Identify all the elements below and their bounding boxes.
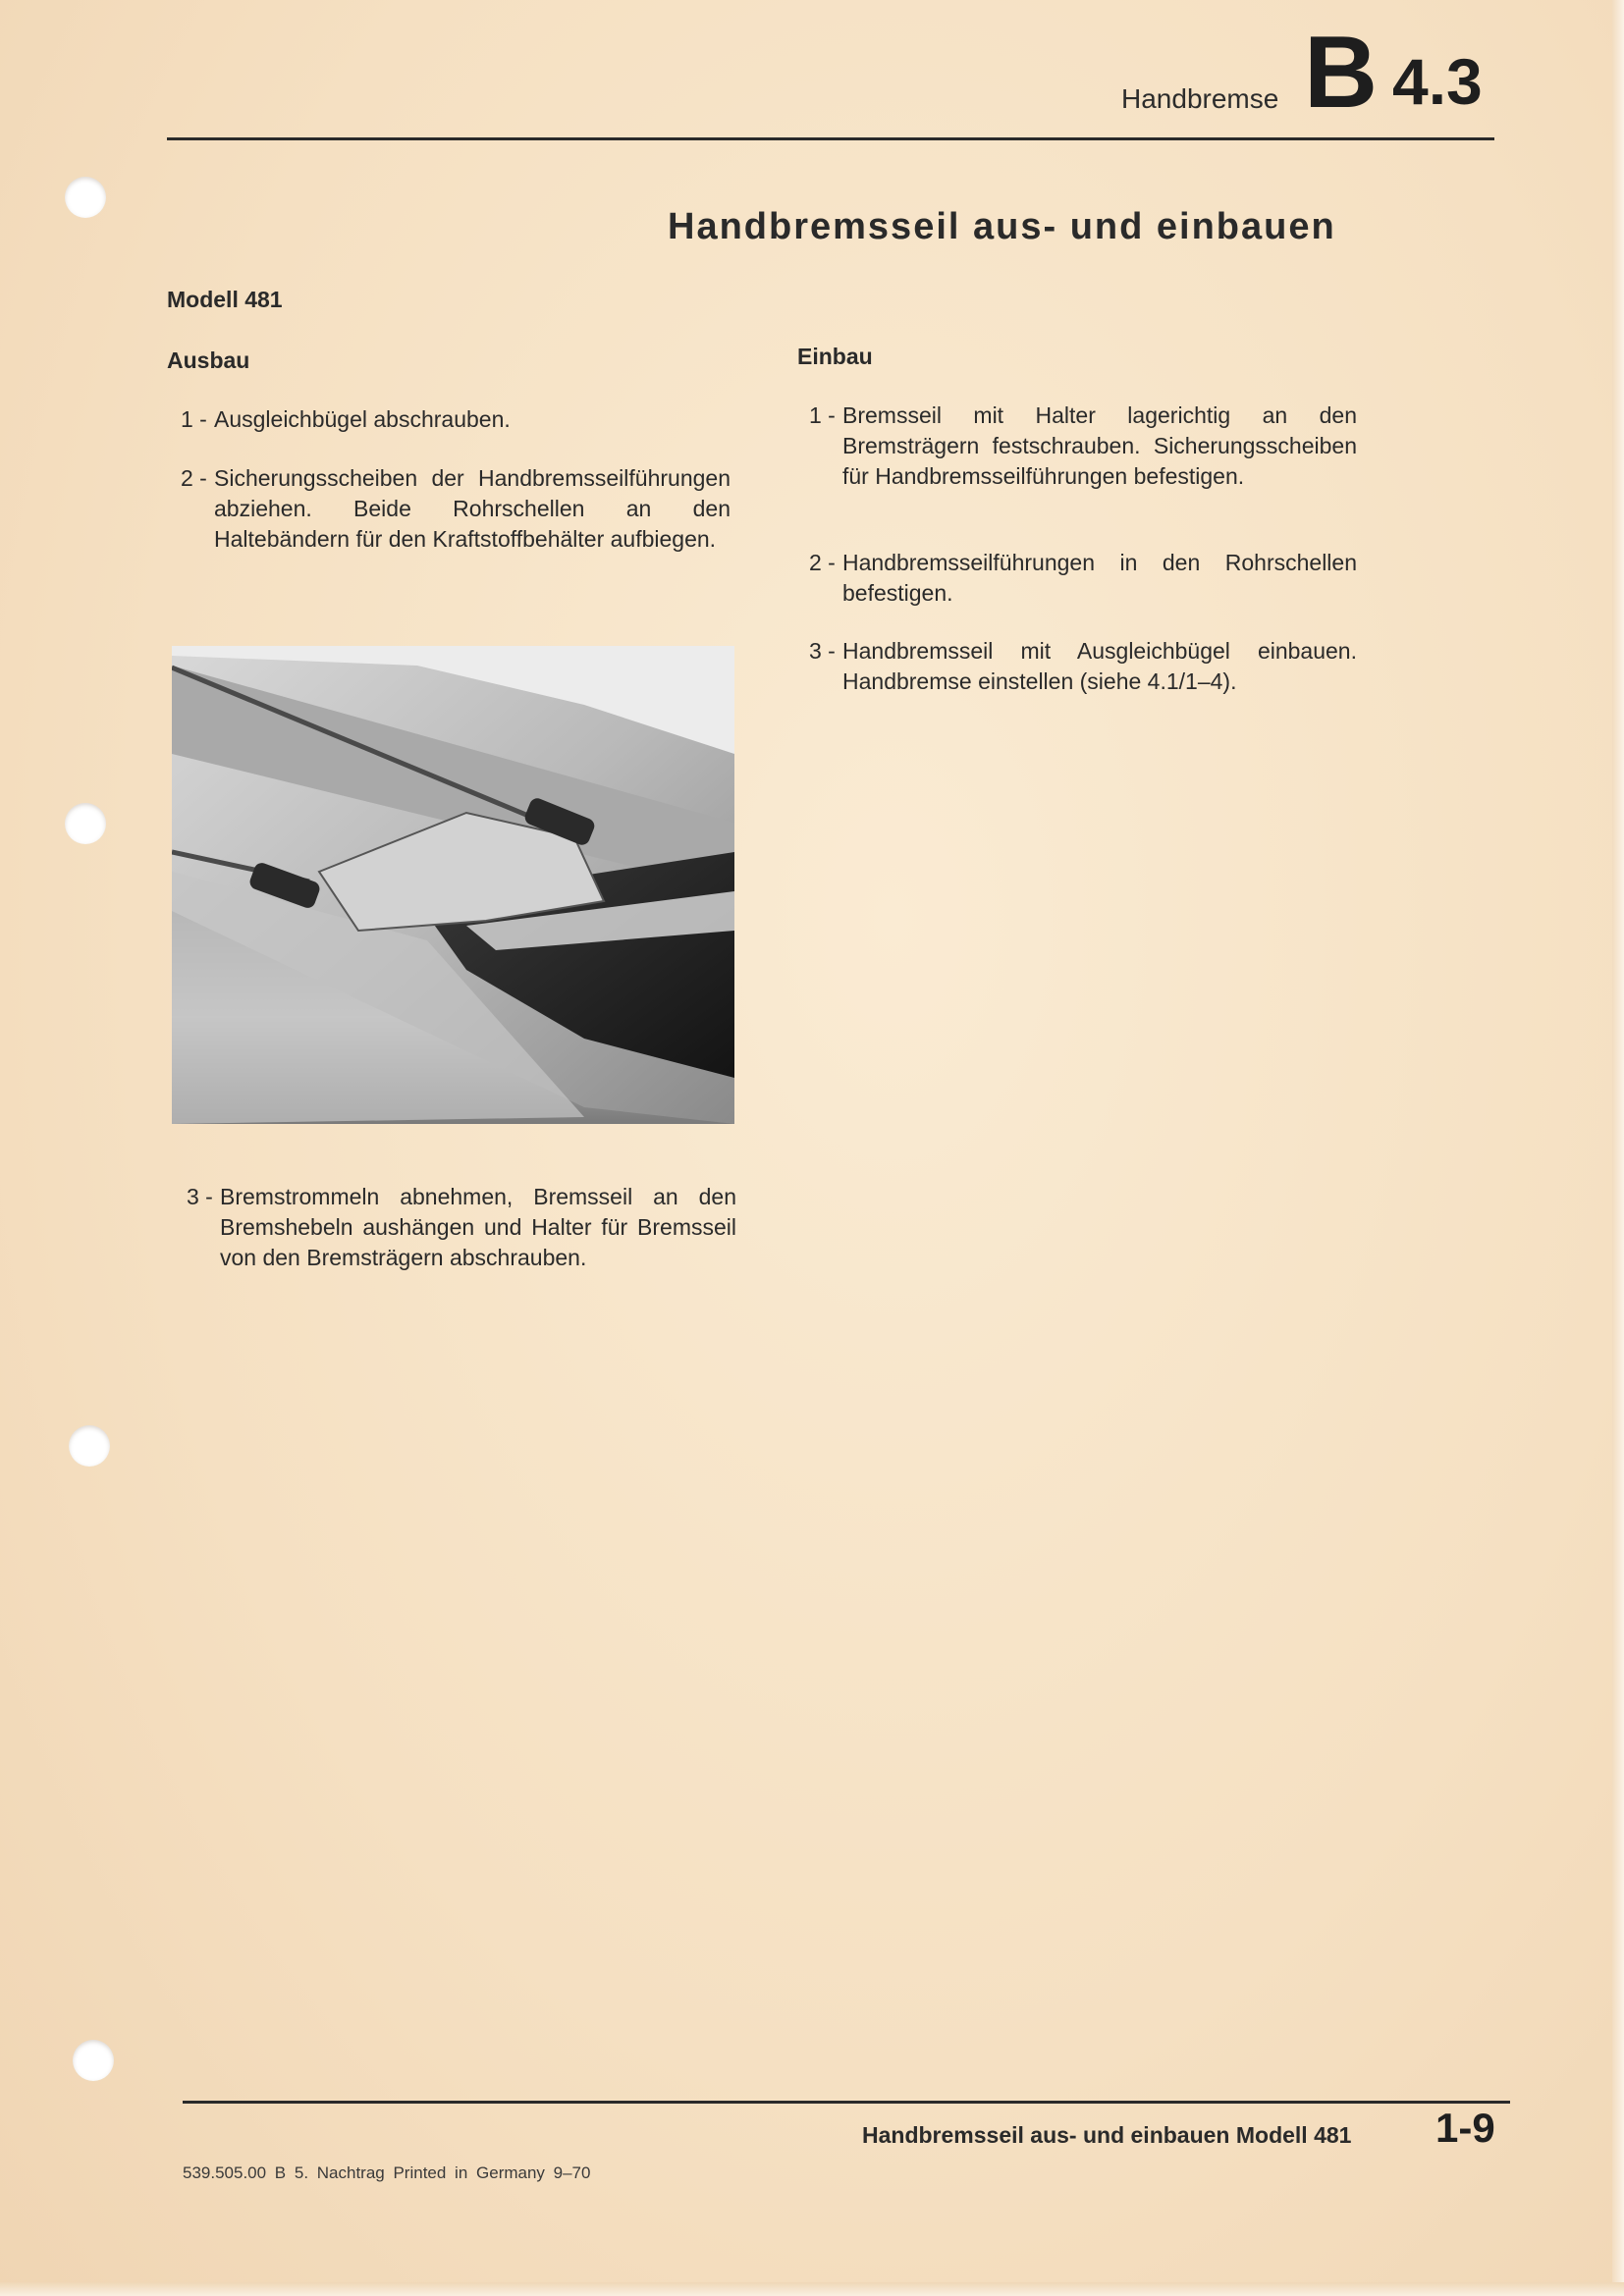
step-text: Handbremsseilführungen in den Rohrschellen befestigen. — [842, 550, 1357, 606]
step-number: 1 - — [181, 406, 207, 432]
page-edge-right — [1612, 0, 1624, 2296]
step-number: 3 - — [187, 1184, 213, 1209]
page-edge-bottom — [0, 2282, 1624, 2296]
page-number: 1-9 — [1435, 2105, 1495, 2151]
handbrake-cable-photo — [172, 646, 734, 1124]
step-text: Sicherungsscheiben der Handbremsseilführungen abziehen. Beide Rohrschellen an den Haltebändern für den Kraftstoffbehälter aufbiegen. — [214, 465, 731, 552]
header-topic: Handbremse — [1121, 83, 1279, 114]
punch-hole — [65, 803, 106, 844]
footer-rule — [183, 2101, 1510, 2104]
step-text: Ausgleichbügel abschrauben. — [214, 406, 511, 432]
model-label: Modell 481 — [167, 287, 283, 312]
ausbau-step — [187, 1182, 736, 1273]
footer-title: Handbremsseil aus- und einbauen Modell 481 — [862, 2122, 1352, 2148]
ausbau-step — [181, 404, 734, 435]
step-text: Handbremsseil mit Ausgleichbügel einbauen. Handbremse einstellen (siehe 4.1/1–4). — [842, 638, 1357, 694]
step-number: 1 - — [809, 402, 836, 428]
einbau-heading: Einbau — [797, 344, 873, 369]
ausbau-heading: Ausbau — [167, 347, 250, 373]
page-title: Handbremsseil aus- und einbauen — [668, 206, 1336, 247]
header-group-letter: B — [1304, 16, 1379, 130]
einbau-step — [809, 636, 1357, 697]
ausbau-step — [181, 463, 731, 555]
print-code: 539.505.00 B 5. Nachtrag Printed in Germany 9–70 — [183, 2163, 591, 2182]
step-number: 3 - — [809, 638, 836, 664]
step-number: 2 - — [809, 550, 836, 575]
header-section-number: 4.3 — [1392, 45, 1483, 118]
step-text: Bremstrommeln abnehmen, Bremsseil an den Bremshebeln aushängen und Halter für Bremsseil von den Bremsträgern abschrauben. — [220, 1184, 736, 1270]
step-number: 2 - — [181, 465, 207, 491]
einbau-step — [809, 548, 1357, 609]
punch-hole — [73, 2040, 114, 2081]
step-text: Bremsseil mit Halter lagerichtig an den Bremsträgern festschrauben. Sicherungsscheiben für Handbremsseilführungen befestigen. — [842, 402, 1357, 489]
header-rule — [167, 137, 1494, 140]
einbau-step — [809, 400, 1357, 492]
punch-hole — [65, 177, 106, 218]
punch-hole — [69, 1425, 110, 1467]
